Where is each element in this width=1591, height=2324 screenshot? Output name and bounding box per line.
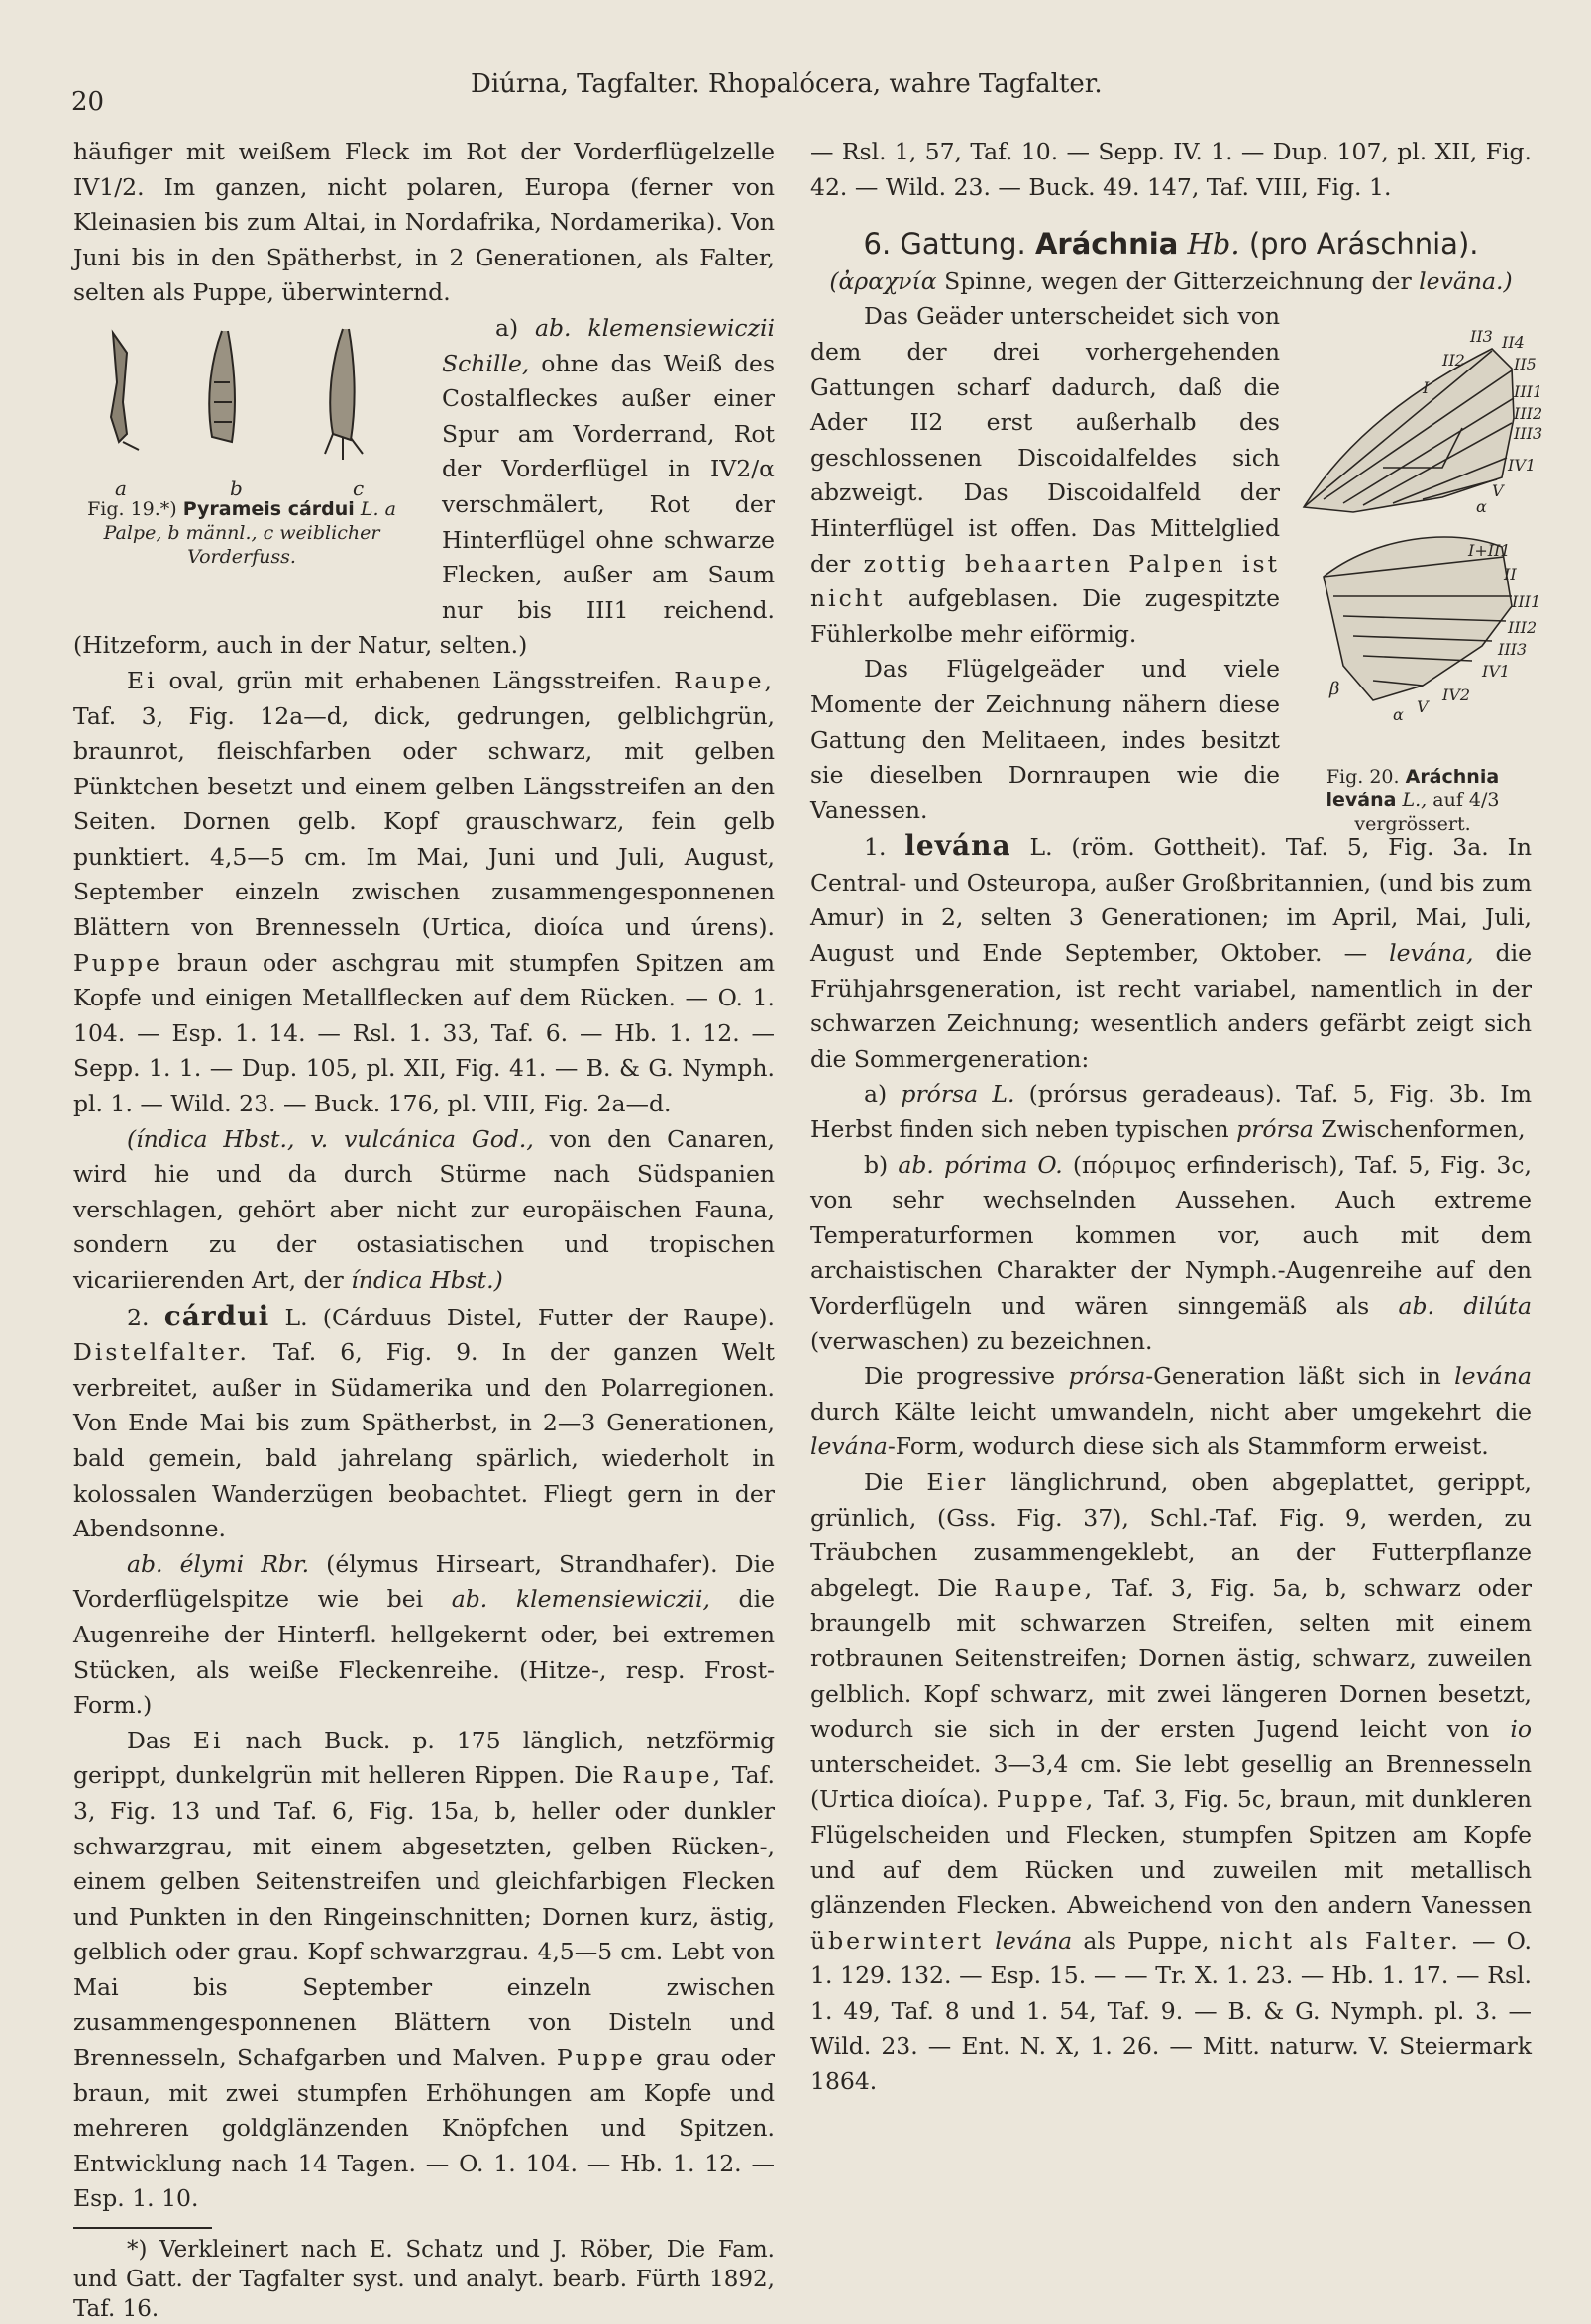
p5-text-2: Taf. 6, Fig. 9. In der ganzen Welt verbreitet, außer in Südamerika und den Polarregionen. Von Ende Mai bis zum Spätherbst, in 2—3 Generationen, bald gemein, bald jahrelang spärlich, wiederholt in kolossalen Wanderzügen beobachtet. Fliegt gern in der Abendsonne. [73, 1338, 775, 1543]
paragraph-intro: häufiger mit weißem Fleck im Rot der Vorderflügelzelle IV1/2. Im ganzen, nicht polaren, Europa (ferner von Kleinasien bis zum Altai, in Nordafrika, Nordamerika). Von Juni bis in den Spätherbst, in 2 Generationen, als Falter, selten als Puppe, überwinternd. [73, 138, 775, 307]
r-p7-puppe: Puppe, [996, 1785, 1097, 1814]
fw-label-alpha: α [1476, 497, 1487, 517]
r-p4-prorsa: prórsa L. [901, 1080, 1015, 1109]
fw-label-III1: III1 [1514, 382, 1543, 402]
etym-levana: leväna.) [1419, 266, 1513, 295]
p5-number: 2. [127, 1303, 164, 1331]
fig19-label-c: c [353, 475, 365, 500]
p2-prefix: a) [495, 313, 535, 342]
p4-text: von den Canaren, wird hie und da durch Stürme nach Südspanien verschlagen, gehört aber nicht zur europäischen Fauna, sondern zu der ostasiatischen und tropischen vicariierenden Art, der [73, 1124, 775, 1294]
p6-aberration: ab. élymi Rbr. [127, 1549, 310, 1578]
r-p7-g: unterscheidet. 3—3,4 cm. Sie lebt gesellig an Brennesseln (Urtica dioíca). [810, 1749, 1532, 1814]
fw-label-III3: III3 [1514, 424, 1543, 444]
paragraph-levana [810, 828, 1532, 1077]
etym-text: Spinne, wegen der Gitterzeichnung der [936, 266, 1420, 295]
paragraph-ei-raupe-cardui [73, 1724, 775, 2217]
r-p5-a: b) [864, 1150, 899, 1179]
paragraph-eier-levana [810, 1465, 1532, 2100]
genus-alt: (pro Aráschnia). [1248, 227, 1479, 262]
hw-label-III2: III2 [1508, 618, 1538, 638]
hw-label-beta: β [1329, 679, 1340, 700]
paragraph-porima [810, 1148, 1532, 1360]
fw-label-II4: II4 [1502, 333, 1525, 353]
p4-italic: (índica Hbst., v. vulcánica God., [127, 1124, 534, 1153]
r-p7-io: io [1510, 1715, 1532, 1743]
fig19-label-b: b [230, 475, 243, 500]
r-p3-text-a: L. (röm. Gottheit). Taf. 5, Fig. 3a. In Central- und Osteuropa, außer Großbritannien, (und bis zum Amur) in 2, selten 3 Generationen; im April, Mai, Juli, August und Ende September, Oktober. — [810, 833, 1532, 968]
p7-text-c: nach Buck. p. 175 länglich, netzförmig gerippt, dunkelgrün mit helleren Rippen. Die [73, 1726, 775, 1790]
p6-text-1: (élymus Hirseart, Strandhafer). Die Vorderflügelspitze wie bei [73, 1549, 775, 1614]
p5-species-name: cárdui [163, 1299, 270, 1332]
p3-text-3: braun oder aschgrau mit stumpfen Spitzen am Kopfe und einigen Metallflecken auf dem Rücken. — O. 1. 104. — Esp. 1. 14. — Rsl. 1. 33, Taf. 6. — Hb. 1. 12. — Sepp. 1. 1. — Dup. 105, pl. XII, Fig. 41. — B. & G. Nymph. pl. 1. — Wild. 23. — Buck. 176, pl. VIII, Fig. 2a—d. [73, 948, 775, 1118]
fig20-caption-name: Aráchnia levána [1326, 766, 1500, 812]
fw-label-I: I [1423, 378, 1430, 398]
p7-text-g: grau oder braun, mit zwei stumpfen Erhöhungen am Kopfe und mehreren goldglänzenden Knöpfchen und Spitzen. Entwicklung nach 14 Tagen. — O. 1. 104. — Hb. 1. 12. — Esp. 1. 10. [73, 2044, 775, 2213]
r-p7-l: als Puppe, [1072, 1926, 1220, 1954]
r-p4-text-e: Zwischenformen, [1313, 1115, 1526, 1144]
r-p5-porima: ab. pórima O. [898, 1150, 1063, 1179]
r-p6-g: -Form, wodurch diese sich als Stammform erweist. [887, 1432, 1489, 1461]
r-p7-c: länglichrund, oben abgeplattet, gerippt, grünlich, (Gss. Fig. 37), Schl.-Taf. Fig. 9, werden, zu Träubchen zusammengeklebt, an der Futterpflanze abgelegt. Die [810, 1467, 1533, 1602]
p2-aberration: ab. klemensiewiczii Schille, [442, 313, 776, 377]
hw-label-III3: III3 [1498, 640, 1528, 660]
p3-raupe: Raupe, [674, 666, 775, 694]
p6-aberration-2: ab. klemensiewiczii, [451, 1585, 710, 1614]
r-p5-diluta: ab. dilúta [1398, 1292, 1532, 1320]
fig20-caption [1294, 765, 1532, 836]
fw-label-II2: II2 [1442, 351, 1465, 370]
paragraph-ei-raupe [73, 664, 775, 1122]
genus-heading [810, 227, 1532, 263]
p7-ei: Ei [192, 1726, 224, 1754]
fig19-label-a: a [115, 475, 127, 500]
figure-20 [1294, 309, 1543, 836]
footnote: *) Verkleinert nach E. Schatz und J. Röber, Die Fam. und Gatt. der Tagfalter syst. und analyt. bearb. Fürth 1892, Taf. 16. [73, 2237, 775, 2323]
right-column [810, 135, 1543, 2100]
palpe-and-foot-illustration [83, 323, 410, 472]
r-p6-c: -Generation läßt sich in [1145, 1362, 1455, 1391]
running-head: Diúrna, Tagfalter. Rhopalócera, wahre Tagfalter. [471, 69, 1103, 99]
paragraph-progressive [810, 1359, 1532, 1465]
r-p7-raupe: Raupe, [994, 1573, 1096, 1602]
p3-text-2: Taf. 3, Fig. 12a—d, dick, gedrungen, gelblichgrün, braunrot, fleischfarben oder schwarz, mit gelben Pünktchen besetzt und einem gelben Längsstreifen an den Seiten. Dornen gelb. Kopf grauschwarz, fein gelb punktiert. 4,5—5 cm. Im Mai, Juni und Juli, August, September einzeln zwischen zusammengesponnenen Blättern von Brennesseln (Urtica, dioíca und úrens). [73, 701, 775, 942]
r-p1-text-a: Das Geäder unterscheidet sich von dem der drei vorhergehenden Gattungen scharf dadurch, daß die Ader II2 erst außerhalb des geschlossenen Discoidalfeldes sich abzweigt. Das Discoidalfeld der Hinterflügel ist offen. Das Mittelglied der [810, 302, 1280, 578]
r-p7-ueberwintert: überwintert [810, 1926, 985, 1954]
hw-label-III1: III1 [1512, 592, 1541, 612]
fig19-caption-name: Pyrameis cárdui [182, 497, 355, 520]
genus-name: Aráchnia [1034, 227, 1179, 262]
hw-label-I-II1: I+II1 [1468, 541, 1511, 561]
r-p6-prorsa: prórsa [1068, 1362, 1146, 1391]
r-p4-text-c: (prórsus geradeaus). Taf. 5, Fig. 3b. Im Herbst finden sich neben typischen [810, 1080, 1533, 1144]
fw-label-II5: II5 [1514, 355, 1537, 374]
fig19-caption-author: L. [360, 497, 379, 520]
r-p7-e: Taf. 3, Fig. 5a, b, schwarz oder braungelb mit schwarzen Streifen, selten mit einem rotbraunen Seitenstreifen; Dornen ästig, schwarz, zuweilen gelblich. Kopf schwarz, mit zwei längeren Dornen besetzt, wodurch sie sich in der ersten Jugend leicht von [810, 1573, 1532, 1743]
r-p7-i: Taf. 3, Fig. 5c, braun, mit dunkleren Flügelscheiden und Flecken, stumpfen Spitzen am Kopfe und auf dem Rücken und zuweilen mit metallisch glänzenden Flecken. Abweichend von den andern Vanessen [810, 1785, 1533, 1920]
paragraph-cardui [73, 1299, 775, 1547]
hw-label-V: V [1417, 697, 1429, 717]
fig20-caption-number: Fig. 20. [1326, 766, 1400, 789]
etym-greek: (ἀραχνία [829, 266, 937, 295]
p7-text-e: Taf. 3, Fig. 13 und Taf. 6, Fig. 15a, b, heller oder dunkler schwarzgrau, mit einem abgesetzten, gelben Rücken-, einem gelben Seitenstreifen und gleichfarbigen Flecken und Punkten in den Ringeinschnitten; Dornen kurz, ästig, gelblich oder grau. Kopf schwarzgrau. 4,5—5 cm. Lebt von Mai bis September einzeln zwischen zusammengesponnenen Blättern von Disteln und Brennesseln, Schafgarben und Malven. [73, 1761, 775, 2072]
r-p7-levana: levána [984, 1926, 1073, 1954]
hw-label-IV2: IV2 [1442, 686, 1471, 705]
p5-text-1: L. (Cárduus Distel, Futter der Raupe). [269, 1303, 775, 1331]
fig20-caption-rest: auf 4/3 vergrössert. [1354, 790, 1500, 836]
r-p7-references: — O. 1. 129. 132. — Esp. 15. — — Tr. X. 1. 23. — Hb. 1. 17. — Rsl. 1. 49, Taf. 8 und 1. 54, Taf. 9. — B. & G. Nymph. pl. 3. — Wild. 23. — Ent. N. X, 1. 26. — Mitt. naturw. V. Steiermark 1864. [810, 1926, 1532, 2096]
paragraph-elymi [73, 1547, 775, 1724]
r-p7-a: Die [864, 1467, 927, 1496]
p5-distelfalter: Distelfalter. [73, 1338, 250, 1367]
p2-text: ohne das Weiß des Costalfleckes außer einer Spur am Vorderrand, Rot der Vorderflügel in IV2/α verschmälert, Rot der Hinterflügel ohne schwarze Flecken, außer am Saum nur bis III1 reichend. (Hitzeform, auch in der Natur, selten.) [73, 349, 775, 660]
hw-label-II: II [1504, 565, 1517, 584]
fw-label-IV1: IV1 [1508, 456, 1537, 475]
r-p1-spaced: zottig behaarten Palpen ist nicht [810, 549, 1280, 613]
genus-number: 6. Gattung. [863, 227, 1026, 262]
footnote-rule [73, 2227, 212, 2229]
paragraph-references-top: — Rsl. 1, 57, Taf. 10. — Sepp. IV. 1. — Dup. 107, pl. XII, Fig. 42. — Wild. 23. — Buck. 49. 147, Taf. VIII, Fig. 1. [810, 138, 1532, 201]
p3-text-1: oval, grün mit erhabenen Längsstreifen. [157, 666, 675, 694]
page-number: 20 [71, 87, 105, 117]
r-p6-levana: levána [1454, 1362, 1532, 1391]
fig19-caption-rest: a Palpe, b männl., c weiblicher Vorderfuss. [103, 497, 396, 568]
r-p6-a: Die progressive [864, 1362, 1069, 1391]
r-p6-e: durch Kälte leicht umwandeln, nicht aber umgekehrt die [810, 1397, 1532, 1426]
p3-puppe: Puppe [73, 948, 162, 977]
r-p7-eier: Eier [926, 1467, 989, 1496]
fig19-caption-number: Fig. 19.*) [87, 497, 177, 520]
r-p6-levana-2: levána [810, 1432, 888, 1461]
p3-ei: Ei [127, 666, 158, 694]
r-p4-prorsa-2: prórsa [1236, 1115, 1314, 1144]
r-p5-text-c: (πόριμος erfinderisch), Taf. 5, Fig. 3c, von sehr wechselnden Aussehen. Auch extreme Temperaturformen kommen vor, auch mit dem archaistischen Charakter der Nymph.-Augenreihe auf den Vorderflügeln und wären sinngemäß als [810, 1150, 1533, 1320]
r-p3-species-name: levána [904, 829, 1011, 863]
etymology-line [810, 264, 1532, 300]
r-p3-text-c: die Frühjahrsgeneration, ist recht variabel, namentlich in der schwarzen Zeichnung; wesentlich anders gefärbt zeigt sich die Sommergeneration: [810, 939, 1532, 1073]
p7-puppe: Puppe [556, 2044, 646, 2072]
r-p3-number: 1. [864, 833, 905, 862]
fw-label-V: V [1492, 481, 1504, 501]
p7-text-a: Das [127, 1726, 193, 1754]
r-p4-a: a) [864, 1080, 902, 1109]
paragraph-prorsa [810, 1077, 1532, 1147]
hw-label-alpha: α [1393, 705, 1404, 725]
fw-label-III2: III2 [1514, 404, 1543, 424]
paragraph-indica [73, 1122, 775, 1299]
fw-label-II3: II3 [1470, 327, 1493, 347]
r-p5-text-e: (verwaschen) zu bezeichnen. [810, 1326, 1153, 1355]
paragraph-fluegelgeaeder: Das Flügelgeäder und viele Momente der Zeichnung nähern diese Gattung den Melitaeen, indes besitzt sie dieselben Dornraupen wie die Vanessen. [810, 655, 1280, 824]
genus-author: Hb. [1187, 227, 1240, 262]
r-p3-levana: levána, [1389, 939, 1474, 968]
hw-label-IV1: IV1 [1482, 662, 1511, 682]
p7-raupe: Raupe, [622, 1761, 724, 1790]
figure-19 [73, 323, 430, 600]
r-p1-text-c: aufgeblasen. Die zugespitzte Fühlerkolbe mehr eiförmig. [810, 584, 1280, 648]
fig20-caption-author: L., [1402, 790, 1428, 812]
left-column [73, 135, 775, 2324]
p4-end: índica Hbst.) [351, 1266, 503, 1294]
fig19-caption [73, 497, 410, 569]
p6-text-2: die Augenreihe der Hinterfl. hellgekernt oder, bei extremen Stücken, als weiße Fleckenreihe. (Hitze-, resp. Frost-Form.) [73, 1585, 776, 1720]
r-p7-nicht-als-falter: nicht als Falter. [1220, 1926, 1461, 1954]
